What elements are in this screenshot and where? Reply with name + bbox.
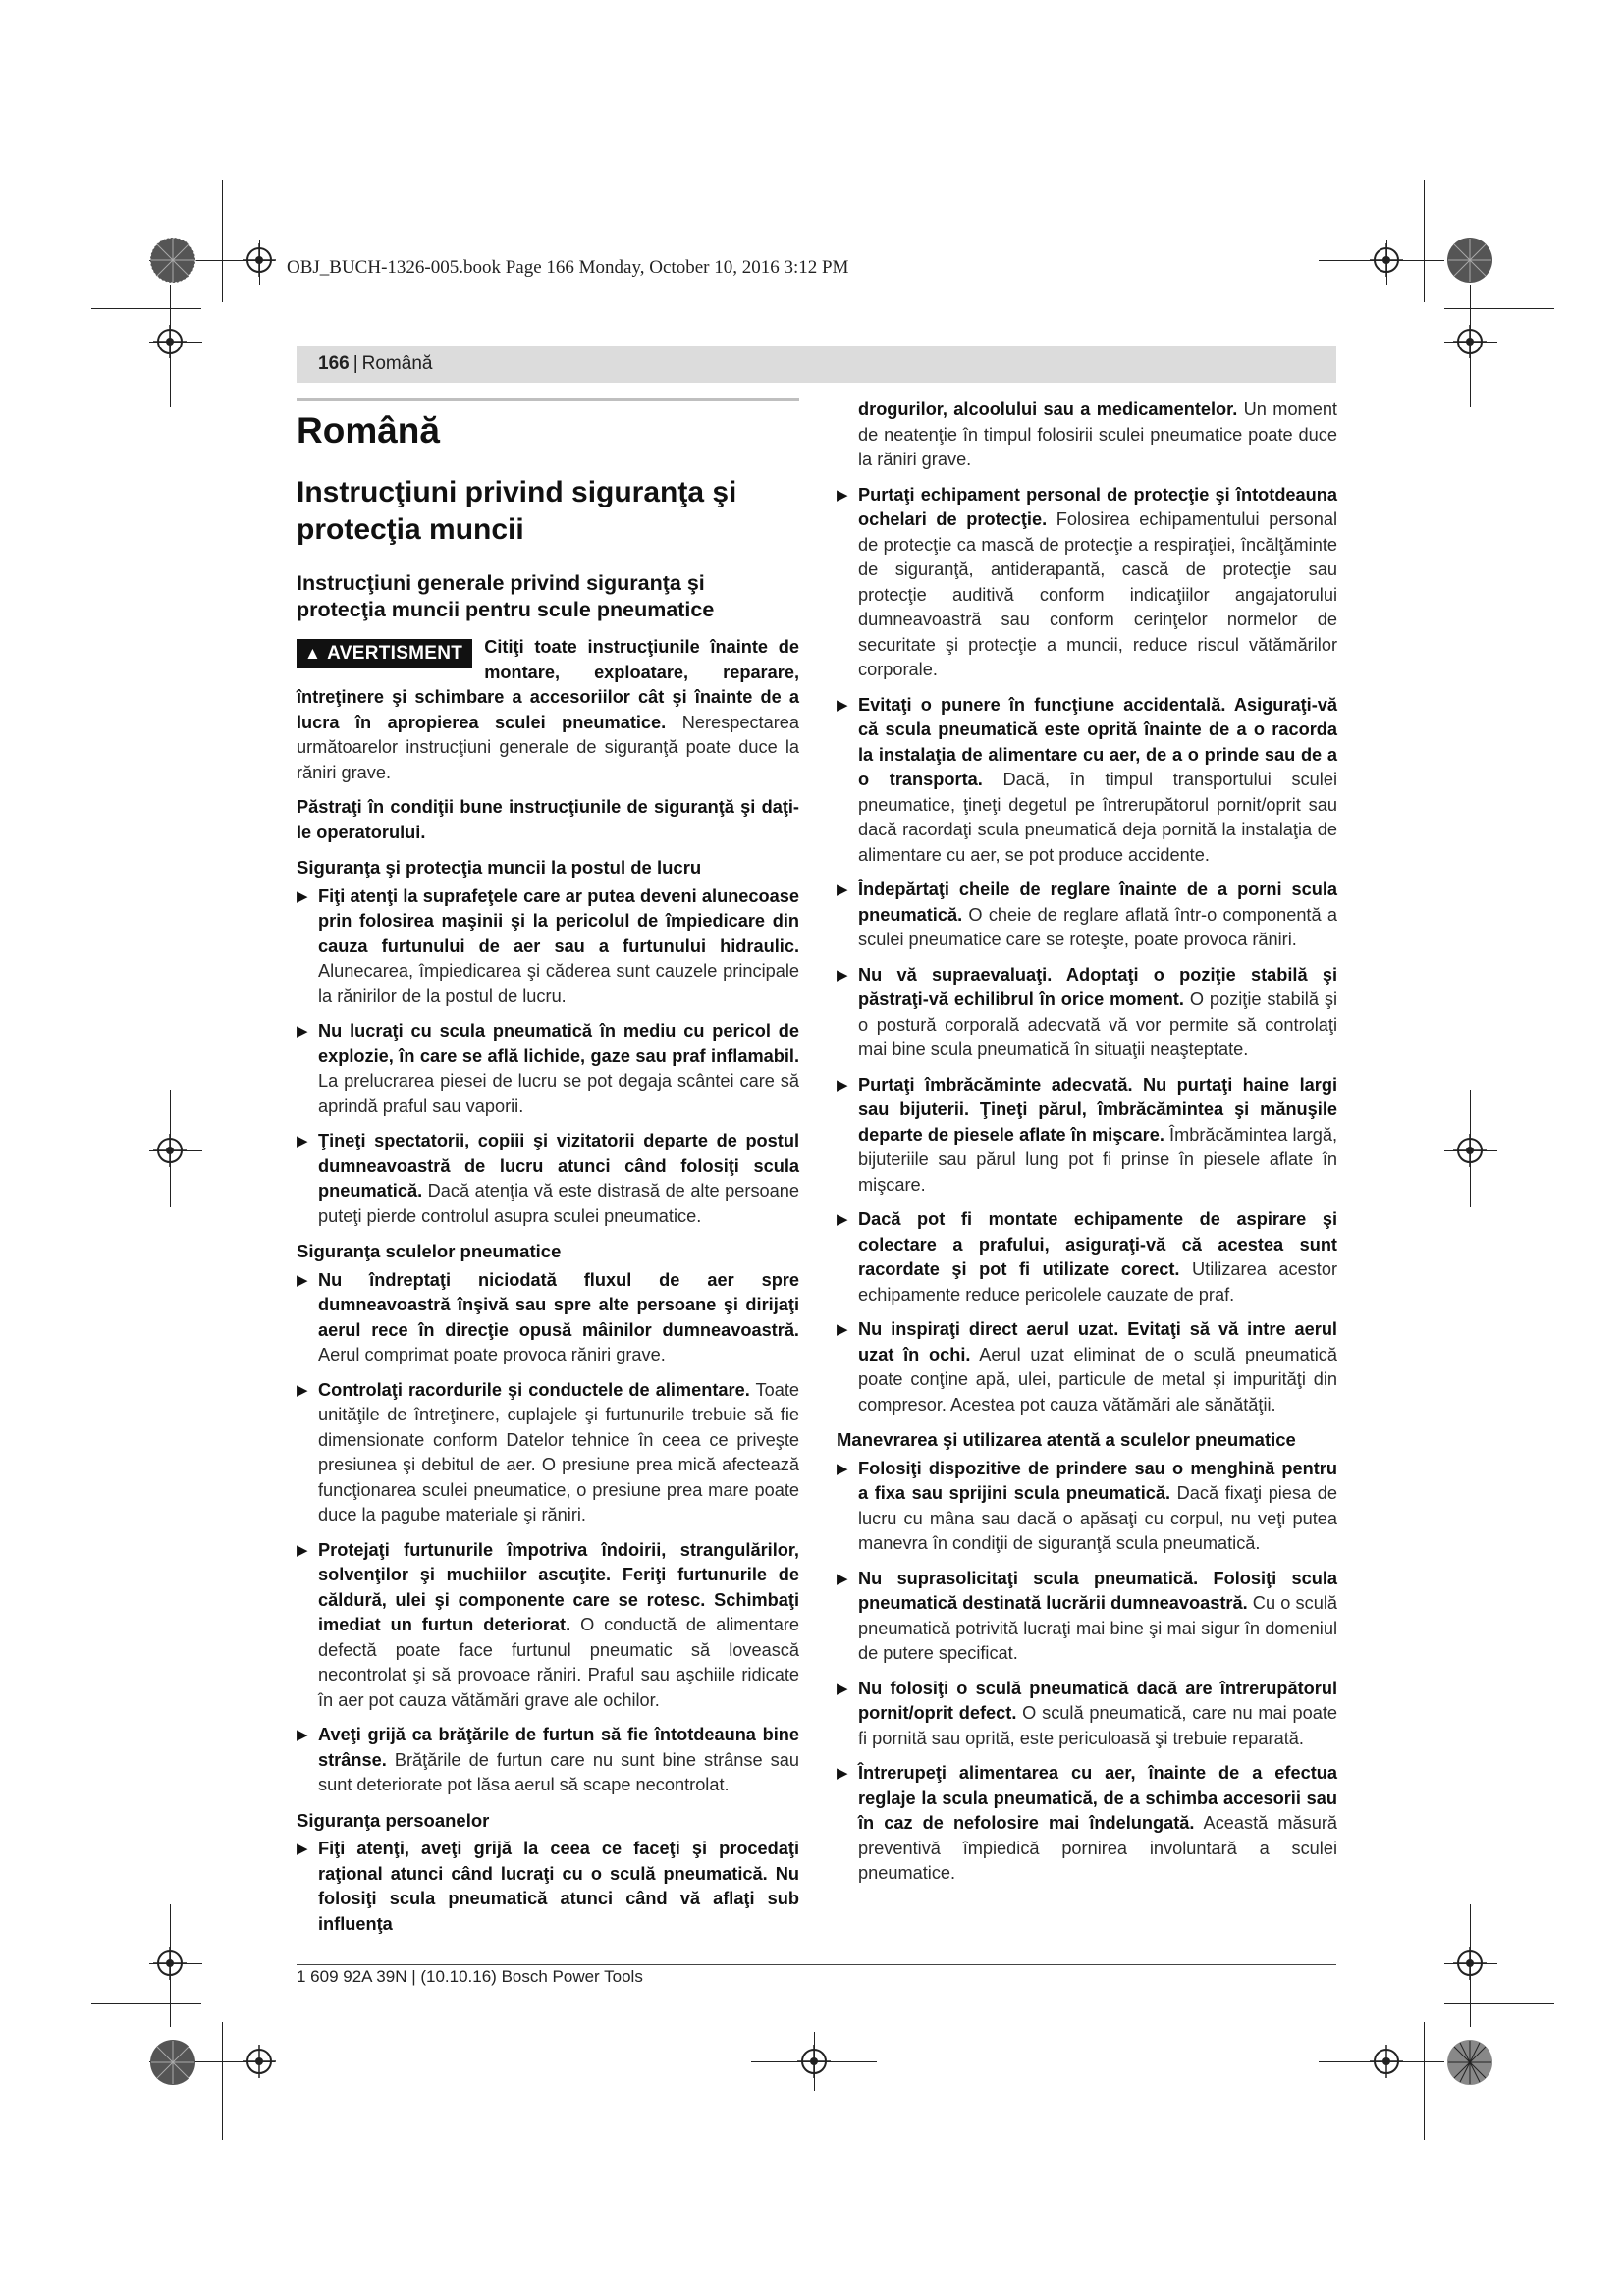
bullet-arrow-icon: ▶	[837, 1680, 848, 1697]
list-item	[297, 1268, 799, 1368]
item-bold: Nu folosiţi o sculă pneumatică dacă are întrerupătorul pornit/oprit defect.	[858, 1678, 1337, 1723]
item-text: Folosirea echipamentului personal de protecţie ca mască de protecţie a respiraţiei, încălţăminte de siguranţă, antiderapantă, cască de protecţie sau protecţie auditivă conform indicaţiilor angajatorului dumneavoastră sau conform cerinţelor normelor de securitate şi protecţie a muncii, reduce riscul vătămărilor corporale.	[858, 509, 1337, 679]
item-text: Aerul comprimat poate provoca răniri grave.	[318, 1345, 666, 1364]
item-text: O conductă de alimentare defectă poate face furtunul pneumatic să lovească necontrolat şi să provoace răniri. Praful sau aşchiile ridicate în aer pot cauza vătămări grave ale ochilor.	[318, 1615, 799, 1710]
tools-list	[297, 1268, 799, 1798]
print-rosette-icon	[149, 237, 196, 284]
item-text: Alunecarea, împiedicarea şi căderea sunt cauzele principale la rănirilor de la postul de lucru.	[318, 961, 799, 1006]
item-text: Utilizarea acestor echipamente reduce pericolele cauzate de praf.	[858, 1259, 1338, 1305]
workplace-list	[297, 884, 799, 1230]
sub-heading: Instrucţiuni generale privind siguranţa şi protecţia muncii pentru scule pneumatice	[297, 571, 715, 621]
bullet-arrow-icon: ▶	[297, 1841, 308, 1857]
section-title: Siguranţa şi protecţia muncii la postul de lucru	[297, 857, 702, 878]
warning-triangle-icon: ▲	[304, 644, 322, 663]
item-text: O poziţie stabilă şi o postură corporală adecvată vă vor permite să controlaţi mai bine scula pneumatică în situaţii neaşteptate.	[858, 989, 1338, 1059]
list-item	[837, 1677, 1337, 1752]
item-text: La prelucrarea piesei de lucru se pot degaja scântei care să aprindă praful sau vaporii.	[318, 1071, 799, 1116]
item-bold: Fiţi atenţi, aveţi grijă la ceea ce faceţi şi procedaţi raţional atunci când lucraţi cu o sculă pneumatică. Nu folosiţi scula pneumatică atunci când vă aflaţi sub influenţa	[318, 1839, 799, 1934]
registration-target-icon	[153, 325, 187, 358]
print-rosette-icon	[1446, 237, 1493, 284]
page-title: Română	[297, 410, 440, 451]
warning-block	[297, 635, 799, 785]
item-text: Această măsură preventivă împiedică pornirea involuntară a sculei pneumatice.	[858, 1813, 1338, 1883]
bullet-arrow-icon: ▶	[837, 1211, 848, 1228]
title-rule	[297, 398, 799, 401]
item-bold: Aveţi grijă ca brăţările de furtun să fie întotdeauna bine strânse.	[318, 1725, 799, 1770]
list-item	[837, 693, 1337, 869]
page-footer: 1 609 92A 39N | (10.10.16) Bosch Power Tools	[297, 1967, 643, 1986]
list-item	[837, 1073, 1337, 1199]
persons-list	[837, 483, 1337, 1418]
handling-list	[837, 1457, 1337, 1887]
list-item	[297, 1378, 799, 1528]
bullet-arrow-icon: ▶	[837, 1460, 848, 1477]
section-title: Siguranţa sculelor pneumatice	[297, 1241, 562, 1261]
registration-target-icon	[1370, 243, 1403, 277]
bullet-arrow-icon: ▶	[297, 887, 308, 905]
list-item	[837, 1567, 1337, 1667]
warning-badge	[297, 639, 472, 668]
warning-text: Nerespectarea următoarelor instrucţiuni generale de siguranţă poate duce la răniri grave.	[297, 712, 799, 782]
bullet-arrow-icon: ▶	[297, 1023, 308, 1040]
right-column	[837, 398, 1337, 1896]
registration-target-icon	[153, 1947, 187, 1980]
registration-target-icon	[153, 1134, 187, 1167]
page-number: 166	[318, 353, 350, 374]
item-text: Dacă, în timpul transportului sculei pneumatice, ţineţi degetul pe întrerupătorul pornit/oprit sau dacă racordaţi scula pneumatică deja pornită la instalaţia de alimentare cu aer, se pot produce accidente.	[858, 770, 1337, 865]
section-title: Siguranţa persoanelor	[297, 1809, 490, 1831]
bullet-arrow-icon: ▶	[297, 1133, 308, 1149]
item-text: Îmbrăcămintea largă, bijuteriile sau părul lung pot fi prinse în piesele aflate în mişcare.	[858, 1124, 1337, 1195]
running-header	[297, 346, 1336, 383]
list-item	[837, 1317, 1337, 1417]
item-bold: Întrerupeţi alimentarea cu aer, înainte de a efectua reglaje la scula pneumatică, de a schimba accesorii sau în caz de nefolosire mai îndelungată.	[858, 1763, 1337, 1833]
item-bold: Fiţi atenţi la suprafeţele care ar putea deveni alunecoase prin folosirea maşinii şi la pericolul de împiedicare din cauza furtunului de aer sau a furtunului hidraulic.	[318, 885, 799, 956]
bullet-arrow-icon: ▶	[837, 696, 848, 714]
main-heading: Instrucţiuni privind siguranţa şi protecţia muncii	[297, 476, 737, 546]
list-item	[297, 884, 799, 1010]
item-text: Dacă fixaţi piesa de lucru cu mâna sau dacă o apăsaţi cu corpul, nu veţi putea manevra în condiţii de siguranţă scula pneumatică.	[858, 1483, 1337, 1553]
list-item	[837, 1761, 1337, 1887]
list-item	[297, 1538, 799, 1714]
list-item-continuation	[837, 398, 1337, 473]
print-rosette-icon	[149, 2039, 196, 2086]
print-rosette-icon	[1446, 2039, 1493, 2086]
bullet-arrow-icon: ▶	[837, 1570, 848, 1587]
list-item	[837, 963, 1337, 1063]
item-bold: Nu suprasolicitaţi scula pneumatică. Folosiţi scula pneumatică destinată lucrării dumneavoastră.	[858, 1568, 1337, 1613]
list-item	[297, 1129, 799, 1229]
list-item	[297, 1837, 799, 1937]
registration-target-icon	[1453, 1134, 1487, 1167]
item-bold: Nu vă supraevaluaţi. Adoptaţi o poziţie stabilă şi păstraţi-vă echilibrul în orice moment.	[858, 964, 1337, 1009]
item-text: O sculă pneumatică, care nu mai poate fi pornită sau oprită, este periculoasă şi trebuie reparată.	[858, 1703, 1337, 1748]
item-text: Un moment de neatenţie în timpul folosirii sculei pneumatice poate duce la răniri grave.	[858, 400, 1337, 469]
bullet-arrow-icon: ▶	[297, 1271, 308, 1289]
registration-target-icon	[1453, 325, 1487, 358]
registration-target-icon	[243, 2045, 276, 2078]
item-bold: drogurilor, alcoolului sau a medicamentelor.	[858, 400, 1238, 419]
header-separator: |	[352, 353, 358, 374]
item-bold: Nu îndreptaţi niciodată fluxul de aer spre dumneavoastră înşivă sau spre alte persoane şi dirijaţi aerul rece în direcţie opusă mâinilor dumneavoastră.	[318, 1269, 799, 1340]
list-item	[837, 1207, 1337, 1308]
bullet-arrow-icon: ▶	[837, 881, 848, 898]
footer-rule	[297, 1964, 1336, 1965]
left-column	[297, 398, 799, 1947]
item-text: Dacă atenţia vă este distrasă de alte persoane puteţi pierde controlul asupra sculei pneumatice.	[318, 1181, 799, 1226]
warning-bold: Citiţi toate instrucţiunile înainte de montare, exploatare, reparare, întreţinere şi schimbare a accesoriilor cât şi înainte de a lucra în apropierea sculei pneumatice.	[297, 637, 799, 732]
registration-target-icon	[797, 2045, 831, 2078]
item-bold: Îndepărtaţi cheile de reglare înainte de a porni scula pneumatică.	[858, 880, 1337, 925]
item-text: Toate unităţile de întreţinere, cuplajele şi furtunurile trebuie să fie dimensionate conform Datelor tehnice în ceea ce priveşte presiunea şi debitul de aer. O presiune prea mică afectează funcţionarea sculei pneumatice, o presiune prea mare poate duce la pagube materiale şi răniri.	[318, 1379, 799, 1524]
list-item	[297, 1723, 799, 1798]
bullet-arrow-icon: ▶	[297, 1727, 308, 1743]
item-bold: Protejaţi furtunurile împotriva îndoirii, strangulărilor, solvenţilor şi muchiilor ascuţite. Feriţi furtunurile de căldură, ulei şi componente care se rotesc. Schimbaţi imediat un furtun deteriorat.	[318, 1539, 799, 1634]
item-bold: Ţineţi spectatorii, copiii şi vizitatorii departe de postul dumneavoastră de lucru atunci când folosiţi scula pneumatică.	[318, 1131, 799, 1201]
registration-target-icon	[243, 243, 276, 277]
bullet-arrow-icon: ▶	[837, 1076, 848, 1094]
bullet-arrow-icon: ▶	[297, 1541, 308, 1559]
item-text: Cu o sculă pneumatică potrivită lucraţi mai bine şi mai sigur în domeniul de putere specificat.	[858, 1593, 1338, 1663]
header-section: Română	[361, 353, 433, 374]
list-item	[837, 878, 1337, 953]
list-item	[837, 1457, 1337, 1557]
list-item	[297, 1019, 799, 1119]
item-text: Aerul uzat eliminat de o sculă pneumatică poate conţine apă, ulei, particule de metal şi impurităţi din compresor. Acestea pot cauza vătămări ale sănătăţii.	[858, 1344, 1337, 1415]
item-text: Brăţările de furtun care nu sunt bine strânse sau sunt deteriorate pot lăsa aerul să scape necontrolat.	[318, 1749, 799, 1794]
registration-target-icon	[1453, 1947, 1487, 1980]
bullet-arrow-icon: ▶	[837, 486, 848, 504]
item-bold: Purtaţi echipament personal de protecţie şi întotdeauna ochelari de protecţie.	[858, 484, 1337, 529]
bullet-arrow-icon: ▶	[837, 1321, 848, 1338]
file-meta: OBJ_BUCH-1326-005.book Page 166 Monday, October 10, 2016 3:12 PM	[287, 257, 849, 278]
section-title: Manevrarea şi utilizarea atentă a sculelor pneumatice	[837, 1429, 1296, 1450]
bullet-arrow-icon: ▶	[837, 966, 848, 984]
item-bold: Purtaţi îmbrăcăminte adecvată. Nu purtaţi haine largi sau bijuterii. Ţineţi părul, îmbrăcămintea şi mănuşile departe de piesele aflate în mişcare.	[858, 1074, 1337, 1145]
item-text: O cheie de reglare aflată într-o componentă a sculei pneumatice care se roteşte, poate provoca răniri.	[858, 904, 1337, 949]
bullet-arrow-icon: ▶	[837, 1765, 848, 1782]
item-bold: Nu inspiraţi direct aerul uzat. Evitaţi să vă intre aerul uzat în ochi.	[858, 1319, 1337, 1364]
keep-instructions: Păstraţi în condiţii bune instrucţiunile de siguranţă şi daţi-le operatorului.	[297, 797, 799, 842]
persons-list-start	[297, 1837, 799, 1937]
warning-badge-label: AVERTISMENT	[327, 643, 463, 664]
item-bold: Nu lucraţi cu scula pneumatică în mediu cu pericol de explozie, în care se află lichide, gaze sau praf inflamabil.	[318, 1021, 799, 1066]
item-bold: Folosiţi dispozitive de prindere sau o menghină pentru a fixa sau sprijini scula pneumatică.	[858, 1458, 1337, 1503]
item-bold: Controlaţi racordurile şi conductele de alimentare.	[318, 1379, 750, 1400]
item-bold: Dacă pot fi montate echipamente de aspirare şi colectare a prafului, asiguraţi-vă că acestea sunt racordate şi pot fi utilizate corect.	[858, 1209, 1337, 1279]
list-item	[837, 483, 1337, 683]
item-bold: Evitaţi o punere în funcţiune accidentală. Asiguraţi-vă că scula pneumatică este oprită înainte de a o racorda la instalaţia de alimentare cu aer, de a o prinde sau de a o transporta.	[858, 694, 1337, 789]
registration-target-icon	[1370, 2045, 1403, 2078]
bullet-arrow-icon: ▶	[297, 1381, 308, 1399]
